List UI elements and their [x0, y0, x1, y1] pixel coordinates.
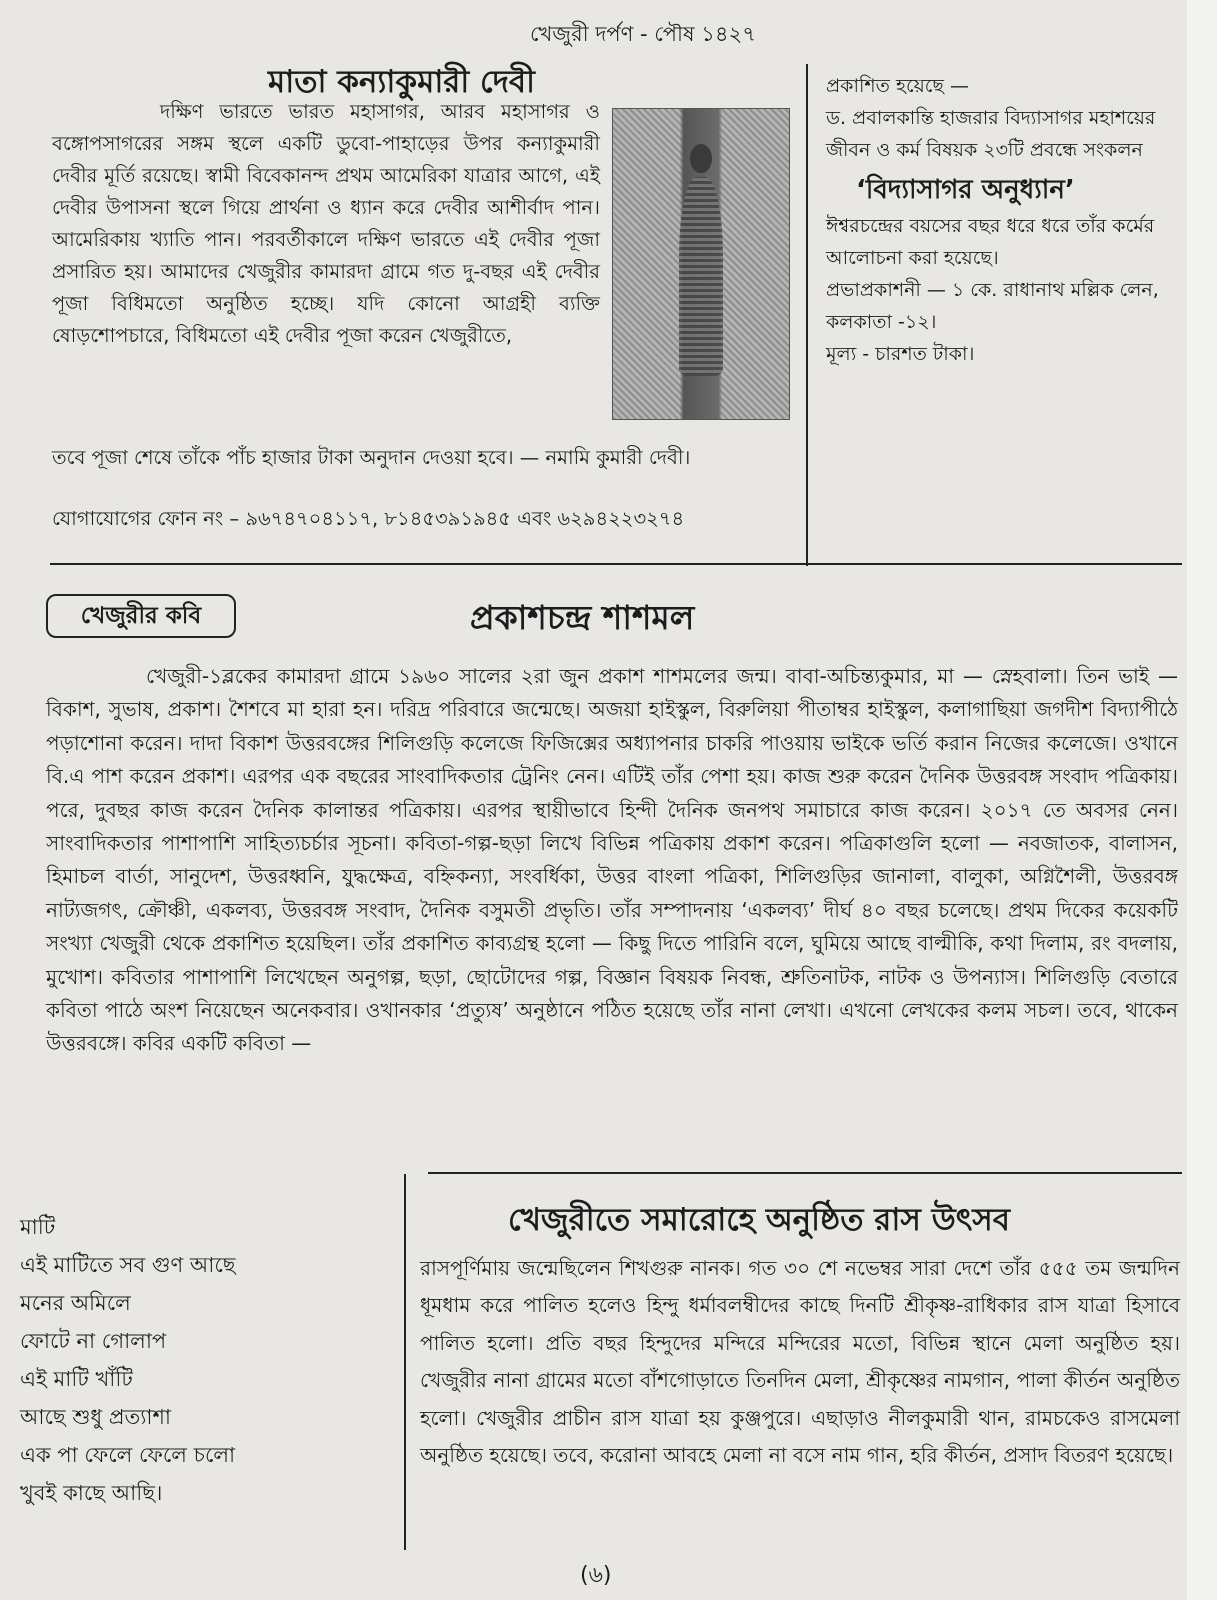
- book-title: ‘বিদ্যাসাগর অনুধ্যান’: [856, 175, 1075, 205]
- section-divider-1: [50, 563, 1182, 565]
- page-number: (৬): [580, 1563, 612, 1588]
- poet-biography: খেজুরী-১ব্লকের কামারদা গ্রামে ১৯৬০ সালের ২রা জুন প্রকাশ শাশমলের জন্ম। বাবা-অচিন্ত্যকুমার, মা — স্নেহবালা। তিন ভাই — বিকাশ, সুভাষ, প্রকাশ। শৈশবে মা হারা হন। দরিদ্র পরিবারে জন্মেছে। অজয়া হাইস্কুল, বিরুলিয়া পীতাম্বর হাইস্কুল, কলাগাছিয়া জগদীশ বিদ্যাপীঠে পড়াশোনা করেন। দাদা বিকাশ উত্তরবঙ্গের শিলিগুড়ি কলেজে ফিজিক্সের অধ্যাপনার চাকরি পাওয়ায় ভাইকে ভর্তি করান নিজের কলেজে। ওখানে বি.এ পাশ করেন প্রকাশ। এরপর এক বছরের সাংবাদিকতার ট্রেনিং নেন। এটিই তাঁর পেশা হয়। কাজ শুরু করেন দৈনিক উত্তরবঙ্গ সংবাদ পত্রিকায়। পরে, দুবছর কাজ করেন দৈনিক কালান্তর পত্রিকায়। এরপর স্থায়ীভাবে হিন্দী দৈনিক জনপথ সমাচারে কাজ করেন। ২০১৭ তে অবসর নেন। সাংবাদিকতার পাশাপাশি সাহিত্যচর্চার সূচনা। কবিতা-গল্প-ছড়া লিখে বিভিন্ন পত্রিকায় প্রকাশ করেন। পত্রিকাগুলি হলো — নবজাতক, বালাসন, হিমাচল বার্তা, সানুদেশ, উত্তরধ্বনি, যুদ্ধক্ষেত্র, বহ্নিকন্যা, সংবর্ধিকা, উত্তর বাংলা পত্রিকা, শিলিগুড়ির জানালা, বালুকা, অগ্নিশৈলী, উত্তরবঙ্গ নাট্যজগৎ, ক্রৌঞ্চী, একলব্য, উত্তরবঙ্গ সংবাদ, দৈনিক বসুমতী প্রভৃতি। তাঁর সম্পাদনায় ‘একলব্য’ দীর্ঘ ৪০ বছর চলেছে। প্রথম দিকের কয়েকটি সংখ্যা খেজুরী থেকে প্রকাশিত হয়েছিল। তাঁর প্রকাশিত কাব্যগ্রন্থ হলো — কিছু দিতে পারিনি বলে, ঘুমিয়ে আছে বাল্মীকি, কথা দিলাম, রং বদলায়, মুখোশ। কবিতার পাশাপাশি লিখেছেন অনুগল্প, ছড়া, ছোটোদের গল্প, বিজ্ঞান বিষয়ক নিবন্ধ, শ্রুতিনাটক, নাটক ও উপন্যাস। শিলিগুড়ি বেতারে কবিতা পাঠে অংশ নিয়েছেন অনেকবার। ওখানকার ‘প্রত্যুষ’ অনুষ্ঠানে পঠিত হয়েছে তাঁর নানা লেখা। এখনো লেখকের কলম সচল। তবে, থাকেন উত্তরবঙ্গে। কবির একটি কবিতা —: [46, 664, 1178, 1056]
- book-summary: ঈশ্বরচন্দ্রের বয়সের বছর ধরে ধরে তাঁর কর্মের আলোচনা করা হয়েছে।: [826, 215, 1155, 269]
- column-divider-top: [806, 64, 808, 566]
- kanyakumari-para2: তবে পূজা শেষে তাঁকে পাঁচ হাজার টাকা অনুদান দেওয়া হবে। — নমামি কুমারী দেবী।: [52, 446, 691, 469]
- poet-section-badge: খেজুরীর কবি: [46, 594, 236, 638]
- poem-line: এই মাটিতে সব গুণ আছে: [20, 1253, 236, 1277]
- book-price: মূল্য - চারশত টাকা।: [826, 343, 975, 365]
- running-header: খেজুরী দর্পণ - পৌষ ১৪২৭: [530, 22, 756, 46]
- poem: [20, 1208, 380, 1512]
- kanyakumari-title: মাতা কন্যাকুমারী দেবী: [268, 64, 536, 100]
- page-edge: [1187, 0, 1217, 1600]
- column-divider-bottom: [404, 1174, 406, 1550]
- book-publisher: প্রভাপ্রকাশনী — ১ কে. রাধানাথ মল্লিক লেন, কলকাতা -১২।: [826, 279, 1159, 333]
- book-announcement: [826, 70, 1178, 370]
- poem-line: আছে শুধু প্রত্যাশা: [20, 1405, 171, 1429]
- rash-festival-title: খেজুরীতে সমারোহে অনুষ্ঠিত রাস উৎসব: [508, 1202, 1011, 1238]
- poem-title: মাটি: [20, 1215, 56, 1239]
- goddess-figure: [679, 177, 723, 375]
- goddess-photo: [612, 108, 790, 420]
- kanyakumari-para1: দক্ষিণ ভারতে ভারত মহাসাগর, আরব মহাসাগর ও বঙ্গোপসাগরের সঙ্গম স্থলে একটি ডুবো-পাহাড়ের উপর কন্যাকুমারী দেবীর মূর্তি রয়েছে। স্বামী বিবেকানন্দ প্রথম আমেরিকা যাত্রার আগে, এই দেবীর উপাসনা স্থলে গিয়ে প্রার্থনা ও ধ্যান করে দেবীর আশীর্বাদ পান। আমেরিকায় খ্যাতি পান। পরবর্তীকালে দক্ষিণ ভারতে এই দেবীর পূজা প্রসারিত হয়। আমাদের খেজুরীর কামারদা গ্রামে গত দু-বছর এই দেবীর পূজা বিধিমতো অনুষ্ঠিত হচ্ছে। যদি কোনো আগ্রহী ব্যক্তি ষোড়শোপচারে, বিধিমতো এই দেবীর পূজা করেন খেজুরীতে,: [52, 100, 600, 347]
- rash-festival-body: রাসপূর্ণিমায় জন্মেছিলেন শিখগুরু নানক। গত ৩০ শে নভেম্বর সারা দেশে তাঁর ৫৫৫ তম জন্মদিন ধূমধাম করে পালিত হলেও হিন্দু ধর্মাবলম্বীদের কাছে দিনটি শ্রীকৃষ্ণ-রাধিকার রাস যাত্রা হিসাবে পালিত হলো। প্রতি বছর হিন্দুদের মন্দিরে মন্দিরের মতো, বিভিন্ন স্থানে মেলা অনুষ্ঠিত হয়। খেজুরীর নানা গ্রামের মতো বাঁশগোড়াতে তিনদিন মেলা, শ্রীকৃষ্ণের নামগান, পালা কীর্তন অনুষ্ঠিত হলো। খেজুরীর প্রাচীন রাস যাত্রা হয় কুঞ্জপুরে। এছাড়াও নীলকুমারী থান, রামচকেও রাসমেলা অনুষ্ঠিত হয়েছে। তবে, করোনা আবহে মেলা না বসে নাম গান, হরি কীর্তন, প্রসাদ বিতরণ হয়েছে।: [420, 1256, 1180, 1468]
- book-description: ড. প্রবালকান্তি হাজরার বিদ্যাসাগর মহাশয়ের জীবন ও কর্ম বিষয়ক ২৩টি প্রবন্ধে সংকলন: [826, 107, 1156, 161]
- poem-line: ফোটে না গোলাপ: [20, 1329, 167, 1353]
- section-divider-2: [428, 1172, 1182, 1174]
- contact-phone: যোগাযোগের ফোন নং – ৯৬৭৪৭০৪১১৭, ৮১৪৫৩৯১৯৪৫ এবং ৬২৯৪২২৩২৭৪: [52, 507, 685, 530]
- poem-line: মনের অমিলে: [20, 1291, 131, 1315]
- poem-line: খুবই কাছে আছি।: [20, 1481, 163, 1505]
- poet-name-title: প্রকাশচন্দ্র শাশমল: [470, 598, 695, 637]
- book-intro: প্রকাশিত হয়েছে —: [826, 75, 969, 97]
- poem-line: এক পা ফেলে ফেলে চলো: [20, 1443, 236, 1467]
- poem-line: এই মাটি খাঁটি: [20, 1367, 133, 1391]
